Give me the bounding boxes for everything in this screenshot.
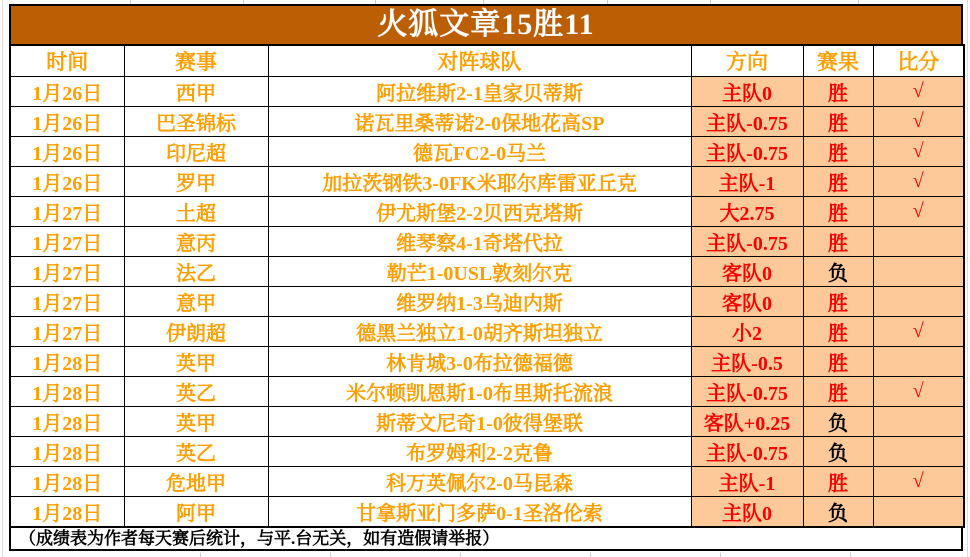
header-direction: 方向: [691, 45, 803, 77]
table-row: [10, 197, 964, 227]
cell-direction: 主队-0.75: [691, 437, 803, 467]
cell-league: 法乙: [124, 257, 268, 287]
table-header-row: [10, 45, 964, 77]
table-row: [10, 137, 964, 167]
table-row: [10, 437, 964, 467]
grid-tick: [200, 553, 201, 557]
sheet-gridline: [967, 0, 968, 557]
cell-league: 英乙: [124, 437, 268, 467]
header-result: 赛果: [803, 45, 873, 77]
cell-direction: 主队0: [691, 77, 803, 107]
table-row: [10, 257, 964, 287]
cell-league: 土超: [124, 197, 268, 227]
header-score: 比分: [873, 45, 964, 77]
table-row: [10, 377, 964, 407]
table-row: [10, 317, 964, 347]
table-row: [10, 407, 964, 437]
cell-league: 巴圣锦标: [124, 107, 268, 137]
cell-score-mark: √: [873, 377, 964, 407]
cell-result: 胜: [803, 77, 873, 107]
cell-score-mark: [873, 257, 964, 287]
cell-result: 胜: [803, 347, 873, 377]
cell-match: 德瓦FC2-0马兰: [268, 137, 691, 167]
cell-score-mark: √: [873, 137, 964, 167]
cell-match: 维琴察4-1奇塔代拉: [268, 227, 691, 257]
grid-tick: [720, 553, 721, 557]
results-table: [9, 44, 965, 528]
grid-tick: [850, 553, 851, 557]
cell-date: 1月27日: [10, 317, 124, 347]
header-time: 时间: [10, 45, 124, 77]
cell-direction: 大2.75: [691, 197, 803, 227]
cell-match: 维罗纳1-3乌迪内斯: [268, 287, 691, 317]
cell-match: 加拉茨钢铁3-0FK米耶尔库雷亚丘克: [268, 167, 691, 197]
cell-result: 胜: [803, 377, 873, 407]
table-row: [10, 227, 964, 257]
cell-direction: 主队-0.75: [691, 227, 803, 257]
cell-score-mark: [873, 347, 964, 377]
cell-result: 胜: [803, 197, 873, 227]
cell-league: 危地甲: [124, 467, 268, 497]
header-league: 赛事: [124, 45, 268, 77]
cell-score-mark: √: [873, 197, 964, 227]
table-row: [10, 347, 964, 377]
results-tbody: [10, 77, 964, 528]
cell-score-mark: [873, 407, 964, 437]
cell-league: 伊朗超: [124, 317, 268, 347]
cell-match: 诺瓦里桑蒂诺2-0保地花高SP: [268, 107, 691, 137]
cell-match: 布罗姆利2-2克鲁: [268, 437, 691, 467]
cell-date: 1月26日: [10, 167, 124, 197]
grid-tick: [460, 553, 461, 557]
cell-result: 胜: [803, 317, 873, 347]
header-match: 对阵球队: [268, 45, 691, 77]
table-row: [10, 467, 964, 497]
cell-date: 1月27日: [10, 227, 124, 257]
cell-direction: 主队-0.75: [691, 107, 803, 137]
table-row: [10, 287, 964, 317]
cell-score-mark: √: [873, 167, 964, 197]
cell-direction: 主队-1: [691, 467, 803, 497]
cell-league: 意丙: [124, 227, 268, 257]
cell-direction: 客队0: [691, 257, 803, 287]
sheet-gridline: [2, 0, 3, 557]
cell-direction: 小2: [691, 317, 803, 347]
cell-direction: 主队-0.75: [691, 137, 803, 167]
cell-date: 1月27日: [10, 287, 124, 317]
cell-date: 1月26日: [10, 107, 124, 137]
cell-result: 负: [803, 407, 873, 437]
cell-date: 1月28日: [10, 407, 124, 437]
cell-league: 英乙: [124, 377, 268, 407]
cell-league: 罗甲: [124, 167, 268, 197]
page-title: 火狐文章15胜11: [9, 4, 963, 46]
cell-direction: 客队+0.25: [691, 407, 803, 437]
table-row: [10, 167, 964, 197]
cell-score-mark: [873, 287, 964, 317]
cell-score-mark: [873, 497, 964, 528]
disclaimer-note: （成绩表为作者每天赛后统计，与平.台无关，如有造假请举报）: [9, 526, 963, 551]
cell-direction: 主队-0.5: [691, 347, 803, 377]
grid-tick: [590, 553, 591, 557]
cell-match: 科万英佩尔2-0马昆森: [268, 467, 691, 497]
cell-date: 1月27日: [10, 257, 124, 287]
cell-match: 米尔顿凯恩斯1-0布里斯托流浪: [268, 377, 691, 407]
cell-league: 阿甲: [124, 497, 268, 528]
cell-match: 林肯城3-0布拉德福德: [268, 347, 691, 377]
cell-date: 1月27日: [10, 197, 124, 227]
cell-match: 甘拿斯亚门多萨0-1圣洛伦索: [268, 497, 691, 528]
cell-result: 胜: [803, 107, 873, 137]
cell-date: 1月28日: [10, 467, 124, 497]
cell-league: 意甲: [124, 287, 268, 317]
cell-date: 1月28日: [10, 347, 124, 377]
table-row: [10, 77, 964, 107]
cell-score-mark: √: [873, 467, 964, 497]
cell-score-mark: √: [873, 77, 964, 107]
cell-league: 英甲: [124, 407, 268, 437]
cell-date: 1月26日: [10, 137, 124, 167]
cell-score-mark: √: [873, 107, 964, 137]
table-row: [10, 107, 964, 137]
results-sheet: [9, 4, 963, 551]
cell-direction: 客队0: [691, 287, 803, 317]
cell-league: 西甲: [124, 77, 268, 107]
cell-date: 1月28日: [10, 377, 124, 407]
cell-result: 负: [803, 497, 873, 528]
cell-date: 1月26日: [10, 77, 124, 107]
cell-match: 伊尤斯堡2-2贝西克塔斯: [268, 197, 691, 227]
cell-date: 1月28日: [10, 497, 124, 528]
cell-result: 胜: [803, 137, 873, 167]
cell-result: 负: [803, 257, 873, 287]
cell-score-mark: [873, 227, 964, 257]
cell-direction: 主队-0.75: [691, 377, 803, 407]
cell-match: 德黑兰独立1-0胡齐斯坦独立: [268, 317, 691, 347]
cell-league: 印尼超: [124, 137, 268, 167]
cell-direction: 主队0: [691, 497, 803, 528]
cell-score-mark: [873, 437, 964, 467]
grid-tick: [330, 553, 331, 557]
cell-result: 胜: [803, 227, 873, 257]
cell-result: 胜: [803, 167, 873, 197]
table-row: [10, 497, 964, 528]
cell-match: 阿拉维斯2-1皇家贝蒂斯: [268, 77, 691, 107]
cell-result: 胜: [803, 287, 873, 317]
cell-match: 斯蒂文尼奇1-0彼得堡联: [268, 407, 691, 437]
cell-result: 负: [803, 437, 873, 467]
cell-match: 勒芒1-0USL敦刻尔克: [268, 257, 691, 287]
cell-league: 英甲: [124, 347, 268, 377]
cell-direction: 主队-1: [691, 167, 803, 197]
cell-score-mark: √: [873, 317, 964, 347]
cell-result: 胜: [803, 467, 873, 497]
cell-date: 1月28日: [10, 437, 124, 467]
